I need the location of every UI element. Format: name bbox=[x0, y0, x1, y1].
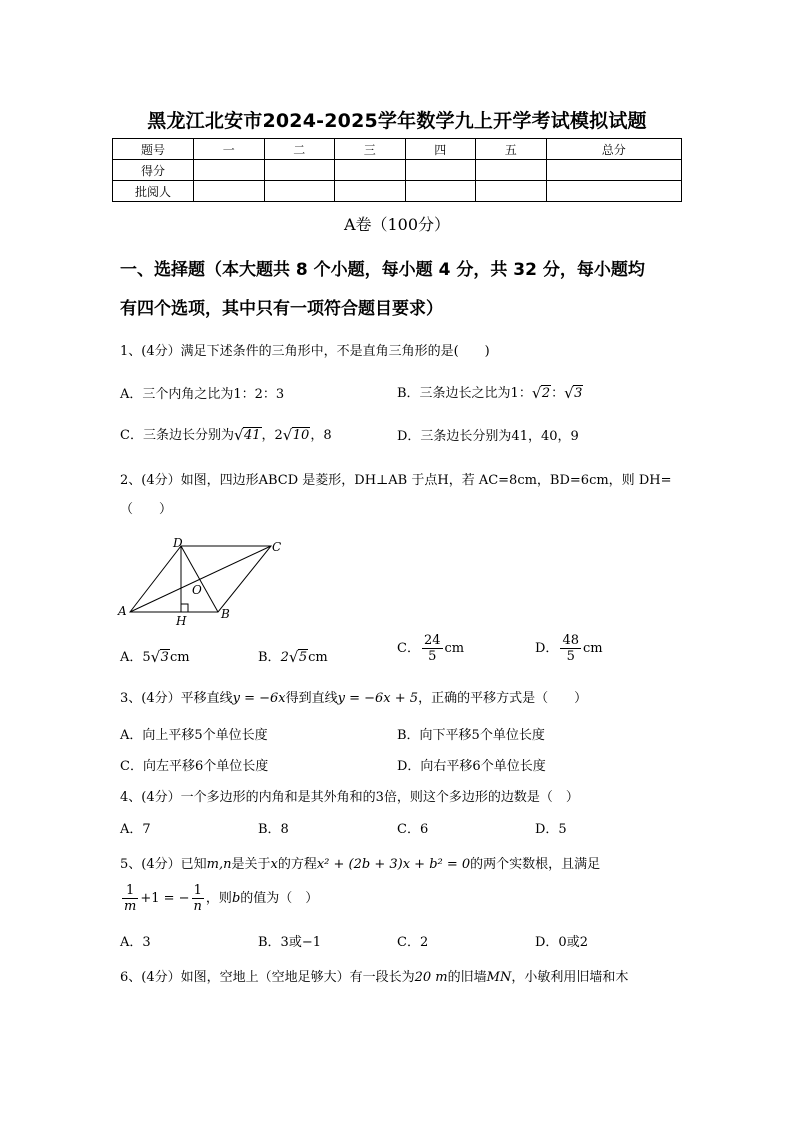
q4-option-c: C．6 bbox=[397, 822, 429, 837]
variable: b bbox=[231, 891, 241, 906]
sqrt-symbol bbox=[234, 428, 262, 443]
fraction-numerator: 48 bbox=[562, 633, 579, 648]
table-cell bbox=[335, 160, 406, 181]
table-cell: 一 bbox=[194, 139, 265, 160]
radicand: 5 bbox=[298, 650, 308, 665]
option-text: A．5 bbox=[120, 650, 151, 665]
score-table bbox=[112, 138, 682, 202]
radicand: 2 bbox=[541, 386, 551, 401]
table-cell: 题号 bbox=[113, 139, 194, 160]
score-table-row bbox=[113, 181, 682, 202]
right-angle-mark bbox=[181, 604, 188, 612]
q1-option-b bbox=[397, 382, 583, 401]
option-unit: cm bbox=[308, 650, 328, 665]
table-cell bbox=[264, 160, 335, 181]
label-c: C bbox=[272, 540, 282, 554]
sqrt-symbol bbox=[283, 428, 311, 443]
condition-text: 的值为（ ） bbox=[240, 891, 319, 906]
stem-text: ，正确的平移方式是（ ） bbox=[418, 691, 588, 706]
question-2-paren: （ ） bbox=[120, 502, 173, 517]
fraction bbox=[122, 884, 138, 913]
option-text: D． bbox=[535, 641, 559, 656]
table-cell bbox=[476, 181, 547, 202]
question-2-stem: 2、(4分）如图，四边形ABCD 是菱形，DH⊥AB 于点H，若 AC=8cm，BD=6cm，则 DH= bbox=[120, 473, 672, 488]
option-text: C． bbox=[397, 641, 420, 656]
length-value: 20 m bbox=[414, 970, 448, 985]
condition-text: +1 = − bbox=[140, 891, 190, 906]
section-heading-line2: 有四个选项，其中只有一项符合题目要求） bbox=[120, 299, 443, 319]
q2-option-d bbox=[535, 634, 603, 663]
fraction-denominator: 5 bbox=[566, 649, 575, 664]
table-cell: 批阅人 bbox=[113, 181, 194, 202]
table-cell: 四 bbox=[405, 139, 476, 160]
q3-option-d: D．向右平移6个单位长度 bbox=[397, 759, 546, 774]
exam-title: 黑龙江北安市2024-2025学年数学九上开学考试模拟试题 bbox=[147, 110, 647, 132]
table-cell bbox=[264, 181, 335, 202]
variable: x bbox=[270, 857, 278, 872]
q4-option-d: D．5 bbox=[535, 822, 567, 837]
question-4-stem: 4、(4分）一个多边形的内角和是其外角和的3倍，则这个多边形的边数是（ ） bbox=[120, 790, 579, 805]
equation: y = −6x + 5 bbox=[337, 691, 419, 706]
option-text: ，8 bbox=[310, 428, 332, 443]
q1-option-a: A．三个内角之比为1：2：3 bbox=[120, 387, 285, 402]
radicand: 41 bbox=[243, 428, 261, 443]
section-heading-line1: 一、选择题（本大题共 8 个小题，每小题 4 分，共 32 分，每小题均 bbox=[120, 260, 645, 280]
question-6-stem bbox=[120, 966, 628, 985]
sqrt-symbol bbox=[151, 650, 170, 665]
score-table-header-row bbox=[113, 139, 682, 160]
table-cell bbox=[405, 181, 476, 202]
option-unit: cm bbox=[582, 641, 603, 656]
radicand: 3 bbox=[160, 650, 169, 665]
sqrt-symbol bbox=[532, 386, 551, 401]
radicand: 3 bbox=[574, 386, 583, 401]
q3-option-a: A．向上平移5个单位长度 bbox=[120, 728, 268, 743]
score-table-row bbox=[113, 160, 682, 181]
table-cell: 五 bbox=[476, 139, 547, 160]
stem-text: 的方程 bbox=[277, 857, 317, 872]
fraction bbox=[560, 634, 581, 663]
table-cell bbox=[546, 181, 682, 202]
stem-text: 是关于 bbox=[231, 857, 271, 872]
rhombus-figure bbox=[116, 530, 296, 630]
fraction-numerator: 24 bbox=[423, 633, 441, 648]
sqrt-symbol bbox=[289, 650, 308, 665]
fraction-denominator: m bbox=[124, 899, 137, 914]
q1-option-d: D．三条边长分别为41，40，9 bbox=[397, 429, 579, 444]
option-text: B．三条边长之比为1： bbox=[397, 386, 532, 401]
diagonal-bd bbox=[181, 546, 218, 612]
question-5-condition bbox=[120, 884, 318, 913]
equation: y = −6x bbox=[232, 691, 286, 706]
label-d: D bbox=[173, 536, 183, 550]
q5-option-a: A．3 bbox=[120, 935, 151, 950]
fraction bbox=[192, 884, 204, 913]
stem-text: ，小敏利用旧墙和木 bbox=[511, 970, 629, 985]
q1-option-c bbox=[120, 424, 332, 443]
option-text: B． bbox=[258, 650, 281, 665]
table-cell bbox=[476, 160, 547, 181]
q5-option-b: B．3或−1 bbox=[258, 935, 321, 950]
table-cell bbox=[194, 160, 265, 181]
q4-option-b: B．8 bbox=[258, 822, 289, 837]
question-5-stem bbox=[120, 853, 600, 872]
coefficient: 2 bbox=[280, 650, 289, 665]
question-1-stem: 1、(4分）满足下述条件的三角形中，不是直角三角形的是( ) bbox=[120, 344, 490, 359]
label-o: O bbox=[192, 583, 202, 597]
fraction bbox=[422, 634, 443, 663]
option-unit: cm bbox=[444, 641, 465, 656]
option-text: ，2 bbox=[261, 428, 283, 443]
wall-label: MN bbox=[486, 970, 512, 985]
q2-option-b bbox=[258, 646, 328, 665]
label-a: A bbox=[118, 604, 127, 618]
fraction-denominator: 5 bbox=[428, 649, 437, 664]
q2-option-a bbox=[120, 646, 190, 665]
table-cell bbox=[194, 181, 265, 202]
paper-a-heading: A卷（100分） bbox=[343, 215, 451, 234]
table-cell bbox=[335, 181, 406, 202]
q3-option-b: B．向下平移5个单位长度 bbox=[397, 728, 545, 743]
q3-option-c: C．向左平移6个单位长度 bbox=[120, 759, 269, 774]
variable: m,n bbox=[206, 857, 232, 872]
q5-option-c: C．2 bbox=[397, 935, 429, 950]
stem-text: 5、(4分）已知 bbox=[120, 857, 207, 872]
label-b: B bbox=[221, 607, 230, 621]
table-cell: 二 bbox=[264, 139, 335, 160]
fraction-numerator: 1 bbox=[192, 884, 204, 899]
question-3-stem bbox=[120, 687, 587, 706]
table-cell bbox=[405, 160, 476, 181]
sqrt-symbol bbox=[564, 386, 583, 401]
table-cell bbox=[546, 160, 682, 181]
label-h: H bbox=[176, 614, 187, 628]
q4-option-a: A．7 bbox=[120, 822, 151, 837]
stem-text: 3、(4分）平移直线 bbox=[120, 691, 233, 706]
stem-text: 得到直线 bbox=[285, 691, 338, 706]
option-text: ： bbox=[551, 386, 565, 401]
q5-option-d: D．0或2 bbox=[535, 935, 588, 950]
q2-option-c bbox=[397, 634, 464, 663]
table-cell: 总分 bbox=[546, 139, 682, 160]
option-text: C．三条边长分别为 bbox=[120, 428, 234, 443]
stem-text: 6、(4分）如图，空地上（空地足够大）有一段长为 bbox=[120, 970, 415, 985]
fraction-denominator: n bbox=[193, 899, 202, 914]
condition-text: ，则 bbox=[205, 891, 232, 906]
radicand: 10 bbox=[292, 428, 310, 443]
diagonal-ac bbox=[130, 546, 271, 612]
table-cell: 三 bbox=[335, 139, 406, 160]
stem-text: 的两个实数根，且满足 bbox=[470, 857, 601, 872]
option-unit: cm bbox=[169, 650, 190, 665]
stem-text: 的旧墙 bbox=[447, 970, 487, 985]
table-cell: 得分 bbox=[113, 160, 194, 181]
equation: x² + (2b + 3)x + b² = 0 bbox=[316, 857, 471, 872]
fraction-numerator: 1 bbox=[122, 884, 138, 899]
